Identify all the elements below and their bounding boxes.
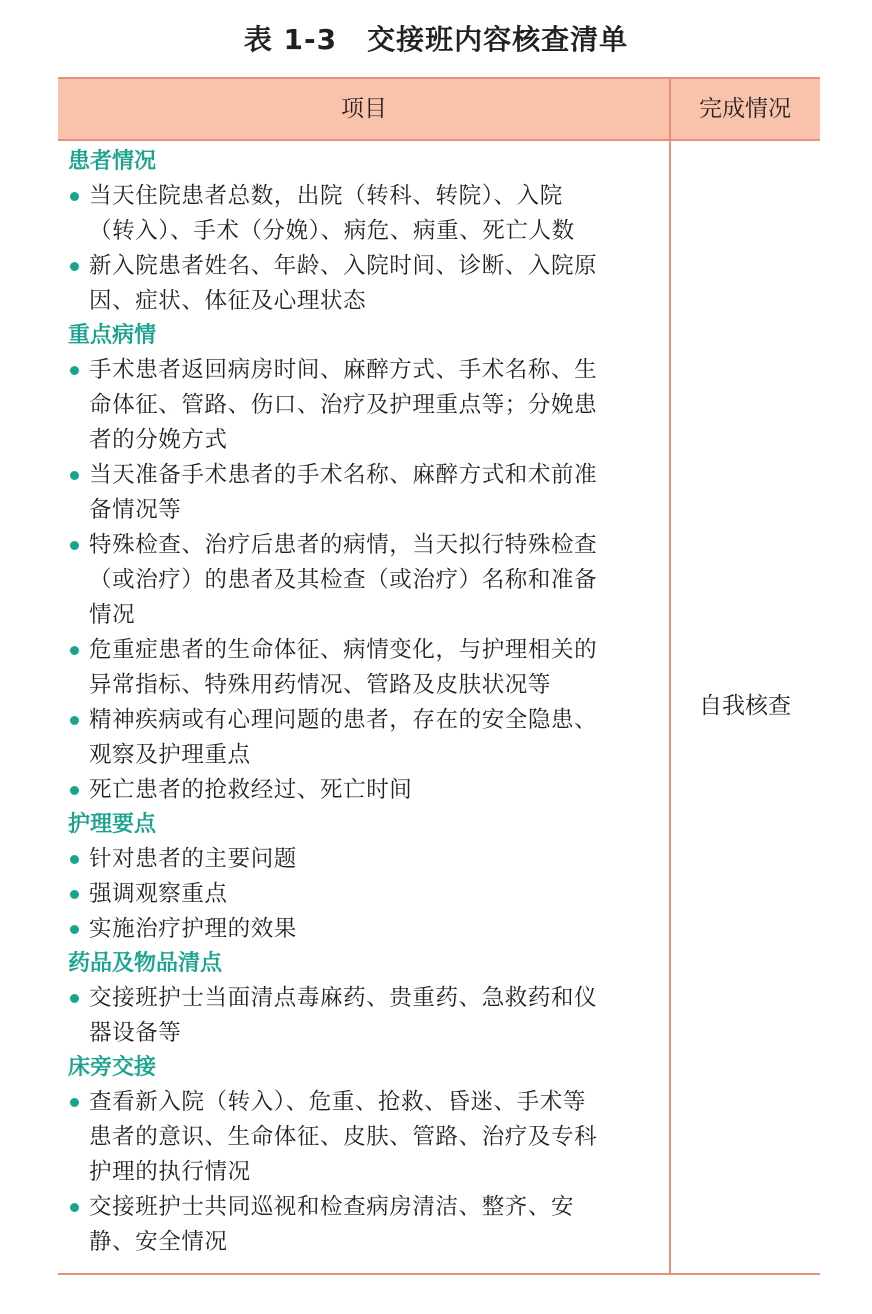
list-item	[68, 458, 663, 528]
item-line: 特殊检查、治疗后患者的病情，当天拟行特殊检查	[89, 532, 598, 558]
column-divider	[669, 79, 671, 1273]
bullet-icon	[70, 1098, 79, 1107]
bullet-icon	[70, 786, 79, 795]
table-header-row	[58, 79, 820, 141]
checklist-table	[58, 77, 820, 1275]
bullet-icon	[70, 994, 79, 1003]
list-item	[68, 353, 663, 458]
table-number: 表 1-3	[243, 23, 338, 56]
bullet-icon	[70, 646, 79, 655]
item-line: 者的分娩方式	[89, 427, 228, 453]
bullet-icon	[70, 471, 79, 480]
item-line: 当天准备手术患者的手术名称、麻醉方式和术前准	[89, 462, 598, 488]
table-title: 交接班内容核查清单	[367, 23, 629, 56]
item-line: 情况	[89, 602, 136, 628]
section-heading: 护理要点	[68, 812, 157, 837]
item-line: 危重症患者的生命体征、病情变化，与护理相关的	[89, 637, 598, 663]
item-line: 因、症状、体征及心理状态	[89, 288, 367, 314]
section-heading: 床旁交接	[68, 1055, 157, 1080]
item-line: 观察及护理重点	[89, 742, 251, 768]
bullet-icon	[70, 890, 79, 899]
list-item	[68, 179, 663, 249]
item-line: 患者的意识、生命体征、皮肤、管路、治疗及专科	[89, 1124, 598, 1150]
item-line: 新入院患者姓名、年龄、入院时间、诊断、入院原	[89, 253, 598, 279]
bullet-icon	[70, 716, 79, 725]
item-line: 护理的执行情况	[89, 1159, 251, 1185]
bullet-icon	[70, 192, 79, 201]
header-item: 项目	[341, 96, 387, 122]
list-item	[68, 842, 663, 877]
item-line: 当天住院患者总数，出院（转科、转院）、入院	[89, 183, 563, 209]
item-line: 异常指标、特殊用药情况、管路及皮肤状况等	[89, 672, 552, 698]
item-line: 实施治疗护理的效果	[89, 916, 297, 942]
item-line: 交接班护士当面清点毒麻药、贵重药、急救药和仪	[89, 985, 598, 1011]
list-item	[68, 703, 663, 773]
list-item	[68, 981, 663, 1051]
table-caption	[0, 18, 872, 58]
item-line: （转入）、手术（分娩）、病危、病重、死亡人数	[89, 218, 575, 244]
item-line: 命体征、管路、伤口、治疗及护理重点等；分娩患	[89, 392, 598, 418]
item-line: 精神疾病或有心理问题的患者，存在的安全隐患、	[89, 707, 598, 733]
items-column	[68, 145, 663, 1260]
item-line: 备情况等	[89, 497, 182, 523]
list-item	[68, 912, 663, 947]
list-item	[68, 633, 663, 703]
list-item	[68, 877, 663, 912]
section-heading: 患者情况	[68, 149, 157, 174]
list-item	[68, 773, 663, 808]
bullet-icon	[70, 925, 79, 934]
section-heading: 重点病情	[68, 323, 157, 348]
bullet-icon	[70, 262, 79, 271]
list-item	[68, 1190, 663, 1260]
list-item	[68, 528, 663, 633]
item-line: 器设备等	[89, 1020, 182, 1046]
item-line: 静、安全情况	[89, 1229, 228, 1255]
item-line: 强调观察重点	[89, 881, 228, 907]
header-status: 完成情况	[699, 96, 791, 122]
item-line: 查看新入院（转入）、危重、抢救、昏迷、手术等	[89, 1089, 586, 1115]
bullet-icon	[70, 855, 79, 864]
bullet-icon	[70, 541, 79, 550]
bullet-icon	[70, 366, 79, 375]
list-item	[68, 1085, 663, 1190]
status-cell: 自我核查	[699, 693, 791, 719]
item-line: 死亡患者的抢救经过、死亡时间	[89, 777, 413, 803]
list-item	[68, 249, 663, 319]
item-line: 手术患者返回病房时间、麻醉方式、手术名称、生	[89, 357, 598, 383]
item-line: （或治疗）的患者及其检查（或治疗）名称和准备	[89, 567, 598, 593]
item-line: 交接班护士共同巡视和检查病房清洁、整齐、安	[89, 1194, 575, 1220]
bullet-icon	[70, 1203, 79, 1212]
section-heading: 药品及物品清点	[68, 951, 223, 976]
item-line: 针对患者的主要问题	[89, 846, 297, 872]
